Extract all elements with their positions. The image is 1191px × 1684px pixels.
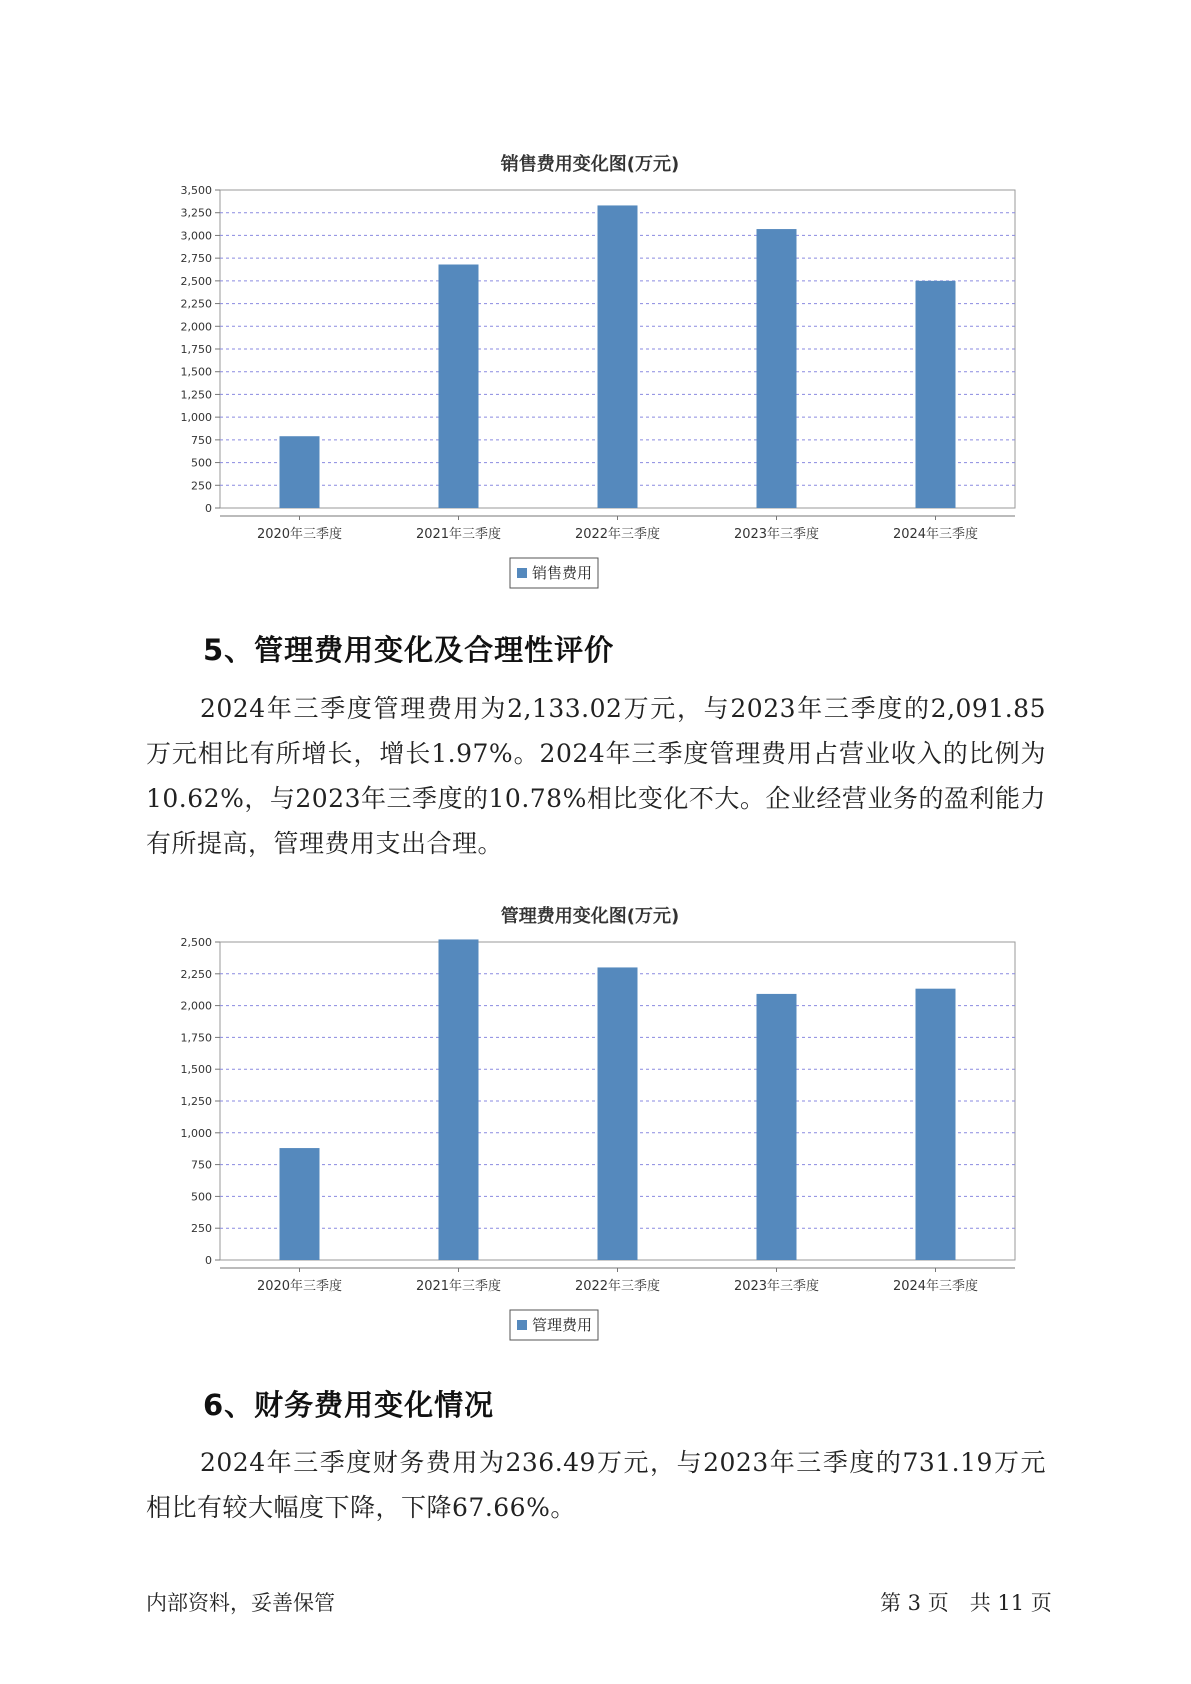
y-tick-label: 3,250 <box>180 206 212 220</box>
y-tick-label: 2,000 <box>180 999 212 1013</box>
legend-label: 管理费用 <box>532 1316 593 1334</box>
bar <box>916 281 956 508</box>
section-6-text: 2024年三季度财务费用为236.49万元，与2023年三季度的731.19万元相比有较大幅度下降，下降67.66%。 <box>146 1448 1046 1522</box>
bar <box>280 436 320 508</box>
bar <box>439 939 479 1260</box>
admin-expense-chart-svg <box>140 892 1040 1334</box>
x-tick-label: 2024年三季度 <box>892 527 979 542</box>
x-tick-label: 2022年三季度 <box>574 1279 661 1294</box>
y-tick-label: 1,750 <box>180 1031 212 1045</box>
bar <box>757 994 797 1260</box>
y-tick-label: 750 <box>191 433 212 447</box>
y-tick-label: 500 <box>191 1190 212 1204</box>
y-tick-label: 250 <box>191 479 212 493</box>
y-tick-label: 2,750 <box>180 252 212 266</box>
y-tick-label: 1,000 <box>180 1126 212 1140</box>
x-tick-label: 2023年三季度 <box>733 1279 820 1294</box>
legend-swatch <box>517 1320 527 1330</box>
section-6-heading: 6、财务费用变化情况 <box>203 1388 495 1422</box>
bar <box>757 229 797 508</box>
y-tick-label: 1,500 <box>180 1063 212 1077</box>
y-tick-label: 2,250 <box>180 967 212 981</box>
y-tick-label: 3,500 <box>180 184 212 197</box>
bar <box>439 265 479 508</box>
y-tick-label: 2,000 <box>180 320 212 334</box>
y-tick-label: 1,250 <box>180 1095 212 1108</box>
section-5-heading: 5、管理费用变化及合理性评价 <box>203 633 615 667</box>
legend-label: 销售费用 <box>532 564 593 582</box>
y-tick-label: 500 <box>191 456 212 470</box>
x-tick-label: 2021年三季度 <box>415 527 502 542</box>
section-5-text: 2024年三季度管理费用为2,133.02万元，与2023年三季度的2,091.85万元相比有所增长，增长1.97%。2024年三季度管理费用占营业收入的比例为10.62%，与2023年三季度的10.78%相比变化不大。企业经营业务的盈利能力有所提高，管理费用支出合理。 <box>146 694 1046 858</box>
footer-page-number: 第 3 页 共 11 页 <box>880 1591 1052 1615</box>
y-tick-label: 250 <box>191 1222 212 1236</box>
bar <box>280 1148 320 1260</box>
bar <box>598 205 638 508</box>
bar <box>916 989 956 1260</box>
y-tick-label: 0 <box>205 1254 212 1267</box>
x-tick-label: 2024年三季度 <box>892 1279 979 1294</box>
y-tick-label: 1,250 <box>180 388 212 402</box>
section-5-paragraph <box>146 686 1046 866</box>
footer-confidential: 内部资料，妥善保管 <box>146 1591 335 1615</box>
y-tick-label: 2,250 <box>180 297 212 311</box>
legend-swatch <box>517 568 527 578</box>
section-6-paragraph <box>146 1440 1046 1530</box>
admin-expense-chart <box>140 892 1040 1334</box>
x-tick-label: 2022年三季度 <box>574 527 661 542</box>
y-tick-label: 3,000 <box>180 229 212 243</box>
y-tick-label: 2,500 <box>180 274 212 288</box>
y-tick-label: 1,750 <box>180 343 212 356</box>
y-tick-label: 2,500 <box>180 936 212 949</box>
y-tick-label: 1,000 <box>180 411 212 425</box>
chart-title: 管理费用变化图(万元) <box>500 906 680 927</box>
bar <box>598 967 638 1260</box>
x-tick-label: 2020年三季度 <box>256 527 343 542</box>
chart-title: 销售费用变化图(万元) <box>500 154 680 175</box>
sales-expense-chart <box>140 140 1040 582</box>
x-tick-label: 2023年三季度 <box>733 527 820 542</box>
y-tick-label: 0 <box>205 502 212 515</box>
y-tick-label: 1,500 <box>180 365 212 379</box>
y-tick-label: 750 <box>191 1158 212 1172</box>
sales-expense-chart-svg <box>140 140 1040 582</box>
x-tick-label: 2020年三季度 <box>256 1279 343 1294</box>
x-tick-label: 2021年三季度 <box>415 1279 502 1294</box>
